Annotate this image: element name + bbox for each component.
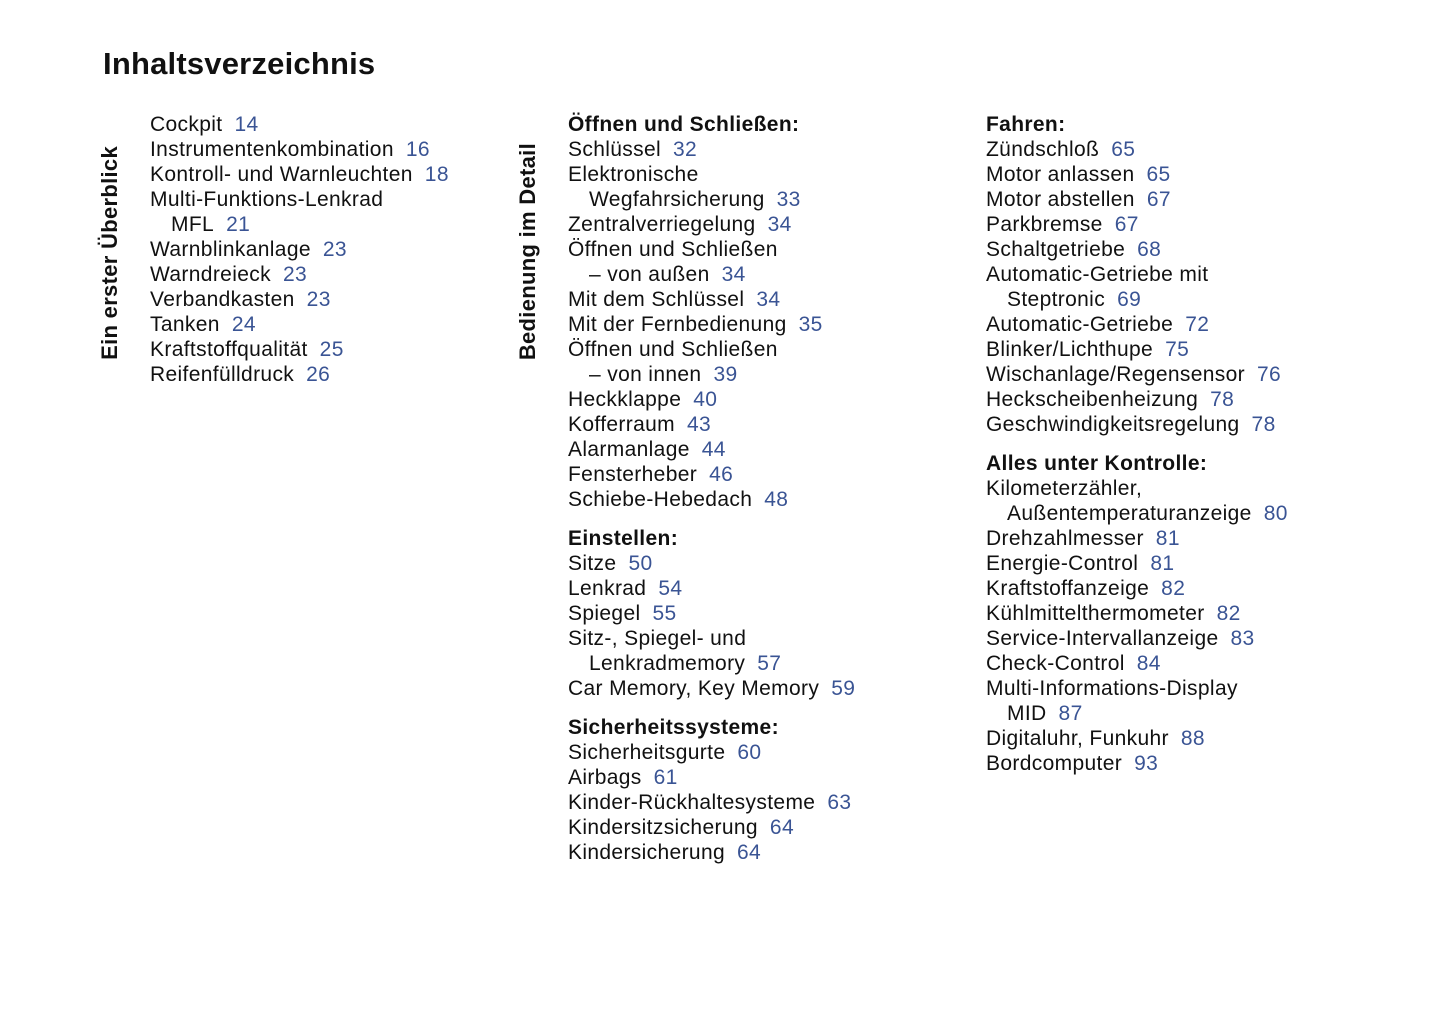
toc-entry-title: Kühlmittelthermometer xyxy=(986,602,1205,625)
toc-entry-title: Drehzahlmesser xyxy=(986,527,1144,550)
toc-page-number[interactable]: 81 xyxy=(1155,527,1180,550)
toc-page-number[interactable]: 54 xyxy=(658,577,683,600)
toc-page-number[interactable]: 64 xyxy=(769,816,794,839)
toc-entry-title: Motor anlassen xyxy=(986,163,1135,186)
toc-entry-title: Kofferraum xyxy=(568,413,675,436)
toc-page-number[interactable]: 76 xyxy=(1257,363,1282,386)
toc-section-heading: Alles unter Kontrolle: xyxy=(986,452,1208,475)
toc-entry-title: Warndreieck xyxy=(150,263,271,286)
toc-entry-title: Car Memory, Key Memory xyxy=(568,677,820,700)
toc-entry-title: Lenkrad xyxy=(568,577,647,600)
toc-entry[interactable] xyxy=(568,437,855,462)
toc-entry[interactable] xyxy=(986,187,1288,212)
toc-entry-title: Zündschloß xyxy=(986,138,1100,161)
toc-page-number[interactable]: 33 xyxy=(776,188,801,211)
toc-entry-title: Multi-Funktions-Lenkrad xyxy=(150,188,384,211)
toc-entry[interactable] xyxy=(150,287,449,312)
toc-entry xyxy=(568,626,855,651)
toc-entry-title: Zentralverriegelung xyxy=(568,213,756,236)
toc-page-number[interactable]: 44 xyxy=(701,438,726,461)
toc-page-number[interactable]: 34 xyxy=(721,263,746,286)
toc-entry-title: Service-Intervallanzeige xyxy=(986,627,1219,650)
toc-entry-title: Verbandkasten xyxy=(150,288,295,311)
toc-page-number[interactable]: 39 xyxy=(713,363,738,386)
toc-entry xyxy=(568,237,855,262)
toc-entry[interactable] xyxy=(986,626,1288,651)
toc-page-number[interactable]: 24 xyxy=(231,313,256,336)
toc-entry[interactable] xyxy=(986,312,1288,337)
toc-entry xyxy=(568,162,855,187)
toc-entry[interactable] xyxy=(568,137,855,162)
toc-entry-title: Instrumentenkombination xyxy=(150,138,394,161)
toc-entry[interactable] xyxy=(568,262,855,287)
toc-column-1 xyxy=(150,112,449,387)
toc-entry[interactable] xyxy=(986,387,1288,412)
toc-entry xyxy=(568,337,855,362)
toc-entry[interactable] xyxy=(150,362,449,387)
toc-entry[interactable] xyxy=(986,287,1288,312)
toc-entry[interactable] xyxy=(150,137,449,162)
toc-page-number[interactable]: 78 xyxy=(1210,388,1235,411)
toc-entry[interactable] xyxy=(986,362,1288,387)
toc-page-number[interactable]: 82 xyxy=(1161,577,1186,600)
toc-section-heading: Öffnen und Schließen: xyxy=(568,113,800,136)
toc-entry[interactable] xyxy=(150,212,449,237)
toc-page-number[interactable]: 18 xyxy=(424,163,449,186)
toc-entry[interactable] xyxy=(986,137,1288,162)
toc-page-number[interactable]: 25 xyxy=(319,338,344,361)
toc-entry[interactable] xyxy=(150,162,449,187)
toc-entry-title: Schiebe-Hebedach xyxy=(568,488,753,511)
toc-entry-title: Airbags xyxy=(568,766,642,789)
toc-entry[interactable] xyxy=(986,701,1288,726)
toc-entry[interactable] xyxy=(986,501,1288,526)
toc-entry-title: Warnblinkanlage xyxy=(150,238,311,261)
toc-column-3 xyxy=(986,112,1288,776)
toc-entry[interactable] xyxy=(986,551,1288,576)
toc-page-number[interactable]: 81 xyxy=(1150,552,1175,575)
toc-entry-title: Kindersicherung xyxy=(568,841,726,864)
toc-page-number[interactable]: 88 xyxy=(1180,727,1205,750)
toc-entry[interactable] xyxy=(568,651,855,676)
toc-entry[interactable] xyxy=(986,526,1288,551)
toc-entry-title: Heckklappe xyxy=(568,388,682,411)
toc-page-number[interactable]: 21 xyxy=(226,213,251,236)
toc-page-number[interactable]: 43 xyxy=(687,413,712,436)
toc-entry-title: Kraftstoffanzeige xyxy=(986,577,1150,600)
toc-entry-title: Kraftstoffqualität xyxy=(150,338,308,361)
toc-entry[interactable] xyxy=(150,337,449,362)
toc-entry-title: Blinker/Lichthupe xyxy=(986,338,1154,361)
toc-entry[interactable] xyxy=(568,790,855,815)
toc-column-2 xyxy=(568,112,855,865)
section-label-detail xyxy=(515,120,547,360)
toc-entry-title: Mit dem Schlüssel xyxy=(568,288,745,311)
toc-entry[interactable] xyxy=(986,576,1288,601)
toc-page-number[interactable]: 46 xyxy=(709,463,734,486)
toc-entry-title: Steptronic xyxy=(1007,288,1106,311)
toc-entry[interactable] xyxy=(986,601,1288,626)
section-label-overview-text: Ein erster Überblick xyxy=(97,146,122,360)
toc-section-heading: Sicherheitssysteme: xyxy=(568,716,779,739)
toc-entry[interactable] xyxy=(568,551,855,576)
toc-entry[interactable] xyxy=(568,312,855,337)
toc-entry[interactable] xyxy=(568,287,855,312)
toc-entry-title: Automatic-Getriebe xyxy=(986,313,1174,336)
toc-entry-title: MFL xyxy=(171,213,215,236)
toc-entry[interactable] xyxy=(150,237,449,262)
toc-page-number[interactable]: 83 xyxy=(1230,627,1255,650)
toc-page-number[interactable]: 67 xyxy=(1114,213,1139,236)
toc-entry[interactable] xyxy=(986,751,1288,776)
toc-entry[interactable] xyxy=(568,462,855,487)
toc-entry-title: Sitze xyxy=(568,552,617,575)
toc-entry[interactable] xyxy=(568,576,855,601)
toc-entry-title: Tanken xyxy=(150,313,220,336)
toc-page-number[interactable]: 72 xyxy=(1185,313,1210,336)
toc-entry[interactable] xyxy=(568,740,855,765)
toc-page-number[interactable]: 55 xyxy=(652,602,677,625)
toc-entry-title: Reifenfülldruck xyxy=(150,363,295,386)
toc-entry-title: MID xyxy=(1007,702,1047,725)
toc-entry-title: Kinder-Rückhaltesysteme xyxy=(568,791,816,814)
toc-page-number[interactable]: 23 xyxy=(282,263,308,286)
toc-section-heading: Fahren: xyxy=(986,113,1066,136)
toc-page-number[interactable]: 68 xyxy=(1137,238,1162,261)
toc-entry-title: – von innen xyxy=(589,363,702,386)
toc-page-number[interactable]: 48 xyxy=(764,488,789,511)
toc-page-number[interactable]: 63 xyxy=(827,791,852,814)
toc-page-number[interactable]: 64 xyxy=(737,841,762,864)
toc-entry[interactable] xyxy=(568,412,855,437)
toc-entry-title: Kontroll- und Warnleuchten xyxy=(150,163,413,186)
toc-page-number[interactable]: 65 xyxy=(1146,163,1171,186)
toc-entry[interactable] xyxy=(568,187,855,212)
toc-page-number[interactable]: 14 xyxy=(234,113,259,136)
toc-entry-title: Sitz-, Spiegel- und xyxy=(568,627,747,650)
toc-page-number[interactable]: 84 xyxy=(1136,652,1161,675)
toc-entry-title: Heckscheibenheizung xyxy=(986,388,1199,411)
toc-page-number[interactable]: 75 xyxy=(1165,338,1190,361)
toc-page-number[interactable]: 26 xyxy=(306,363,331,386)
toc-page-number[interactable]: 35 xyxy=(798,313,823,336)
toc-page-number[interactable]: 69 xyxy=(1117,288,1142,311)
toc-page-number[interactable]: 23 xyxy=(322,238,347,261)
toc-entry-title: Schaltgetriebe xyxy=(986,238,1126,261)
toc-entry-title: Parkbremse xyxy=(986,213,1103,236)
toc-page-number[interactable]: 67 xyxy=(1146,188,1171,211)
toc-entry[interactable] xyxy=(568,362,855,387)
toc-entry-title: Öffnen und Schließen xyxy=(568,238,778,261)
toc-entry[interactable] xyxy=(568,601,855,626)
toc-entry-title: Mit der Fernbedienung xyxy=(568,313,787,336)
toc-entry-title: Automatic-Getriebe mit xyxy=(986,263,1209,286)
toc-page-number[interactable]: 82 xyxy=(1216,602,1241,625)
toc-entry[interactable] xyxy=(568,387,855,412)
toc-entry[interactable] xyxy=(568,212,855,237)
toc-page-number[interactable]: 61 xyxy=(653,766,678,789)
toc-entry-title: Lenkradmemory xyxy=(589,652,746,675)
toc-entry xyxy=(986,476,1288,501)
toc-page-number[interactable]: 40 xyxy=(693,388,718,411)
toc-entry-title: Spiegel xyxy=(568,602,641,625)
toc-entry[interactable] xyxy=(986,726,1288,751)
toc-entry-title: Energie-Control xyxy=(986,552,1139,575)
toc-page-number[interactable]: 34 xyxy=(756,288,781,311)
toc-entry-title: Wegfahrsicherung xyxy=(589,188,765,211)
toc-entry xyxy=(986,676,1288,701)
toc-entry-title: Wischanlage/Regensensor xyxy=(986,363,1246,386)
toc-entry[interactable] xyxy=(986,651,1288,676)
toc-entry[interactable] xyxy=(986,212,1288,237)
toc-page-number[interactable]: 87 xyxy=(1058,702,1083,725)
toc-entry[interactable] xyxy=(150,312,449,337)
toc-page-number[interactable]: 16 xyxy=(405,138,430,161)
toc-entry[interactable] xyxy=(986,237,1288,262)
toc-entry-title: Sicherheitsgurte xyxy=(568,741,726,764)
toc-entry-title: Kindersitzsicherung xyxy=(568,816,758,839)
toc-entry xyxy=(150,187,449,212)
toc-entry-title: Bordcomputer xyxy=(986,752,1123,775)
toc-entry[interactable] xyxy=(986,162,1288,187)
toc-entry-title: Geschwindigkeitsregelung xyxy=(986,413,1240,436)
section-label-overview xyxy=(97,120,129,360)
toc-entry-title: Außentemperaturanzeige xyxy=(1007,502,1252,525)
toc-entry-title: Digitaluhr, Funkuhr xyxy=(986,727,1169,750)
toc-entry-title: Motor abstellen xyxy=(986,188,1135,211)
toc-entry-title: Elektronische xyxy=(568,163,699,186)
toc-page-number[interactable]: 78 xyxy=(1251,413,1276,436)
toc-entry-title: Öffnen und Schließen xyxy=(568,338,778,361)
page-title: Inhaltsverzeichnis xyxy=(103,46,376,81)
toc-entry-title: Check-Control xyxy=(986,652,1125,675)
toc-entry[interactable] xyxy=(568,487,855,512)
toc-entry[interactable] xyxy=(568,815,855,840)
toc-page-number[interactable]: 93 xyxy=(1134,752,1159,775)
toc-entry-title: Fensterheber xyxy=(568,463,698,486)
toc-entry[interactable] xyxy=(986,412,1288,437)
toc-entry xyxy=(986,262,1288,287)
toc-entry-title: Kilometerzähler, xyxy=(986,477,1143,500)
toc-page-number[interactable]: 80 xyxy=(1263,502,1288,525)
toc-section-heading: Einstellen: xyxy=(568,527,679,550)
toc-page-number[interactable]: 59 xyxy=(831,677,856,700)
toc-entry-title: Cockpit xyxy=(150,113,223,136)
toc-page-number[interactable]: 23 xyxy=(306,288,331,311)
toc-entry[interactable] xyxy=(150,112,449,137)
toc-entry[interactable] xyxy=(568,765,855,790)
toc-entry[interactable] xyxy=(568,840,855,865)
toc-entry[interactable] xyxy=(150,262,449,287)
toc-entry-title: Multi-Informations-Display xyxy=(986,677,1238,700)
toc-entry[interactable] xyxy=(568,676,855,701)
toc-page-number[interactable]: 34 xyxy=(767,213,792,236)
toc-page-number[interactable]: 57 xyxy=(757,652,782,675)
toc-entry-title: – von außen xyxy=(589,263,710,286)
toc-page-number[interactable]: 65 xyxy=(1111,138,1136,161)
toc-entry[interactable] xyxy=(986,337,1288,362)
toc-page-number[interactable]: 50 xyxy=(628,552,653,575)
toc-page-number[interactable]: 60 xyxy=(737,741,762,764)
toc-page-number[interactable]: 32 xyxy=(673,138,698,161)
toc-entry-title: Schlüssel xyxy=(568,138,662,161)
toc-entry-title: Alarmanlage xyxy=(568,438,690,461)
section-label-detail-text: Bedienung im Detail xyxy=(515,142,540,360)
